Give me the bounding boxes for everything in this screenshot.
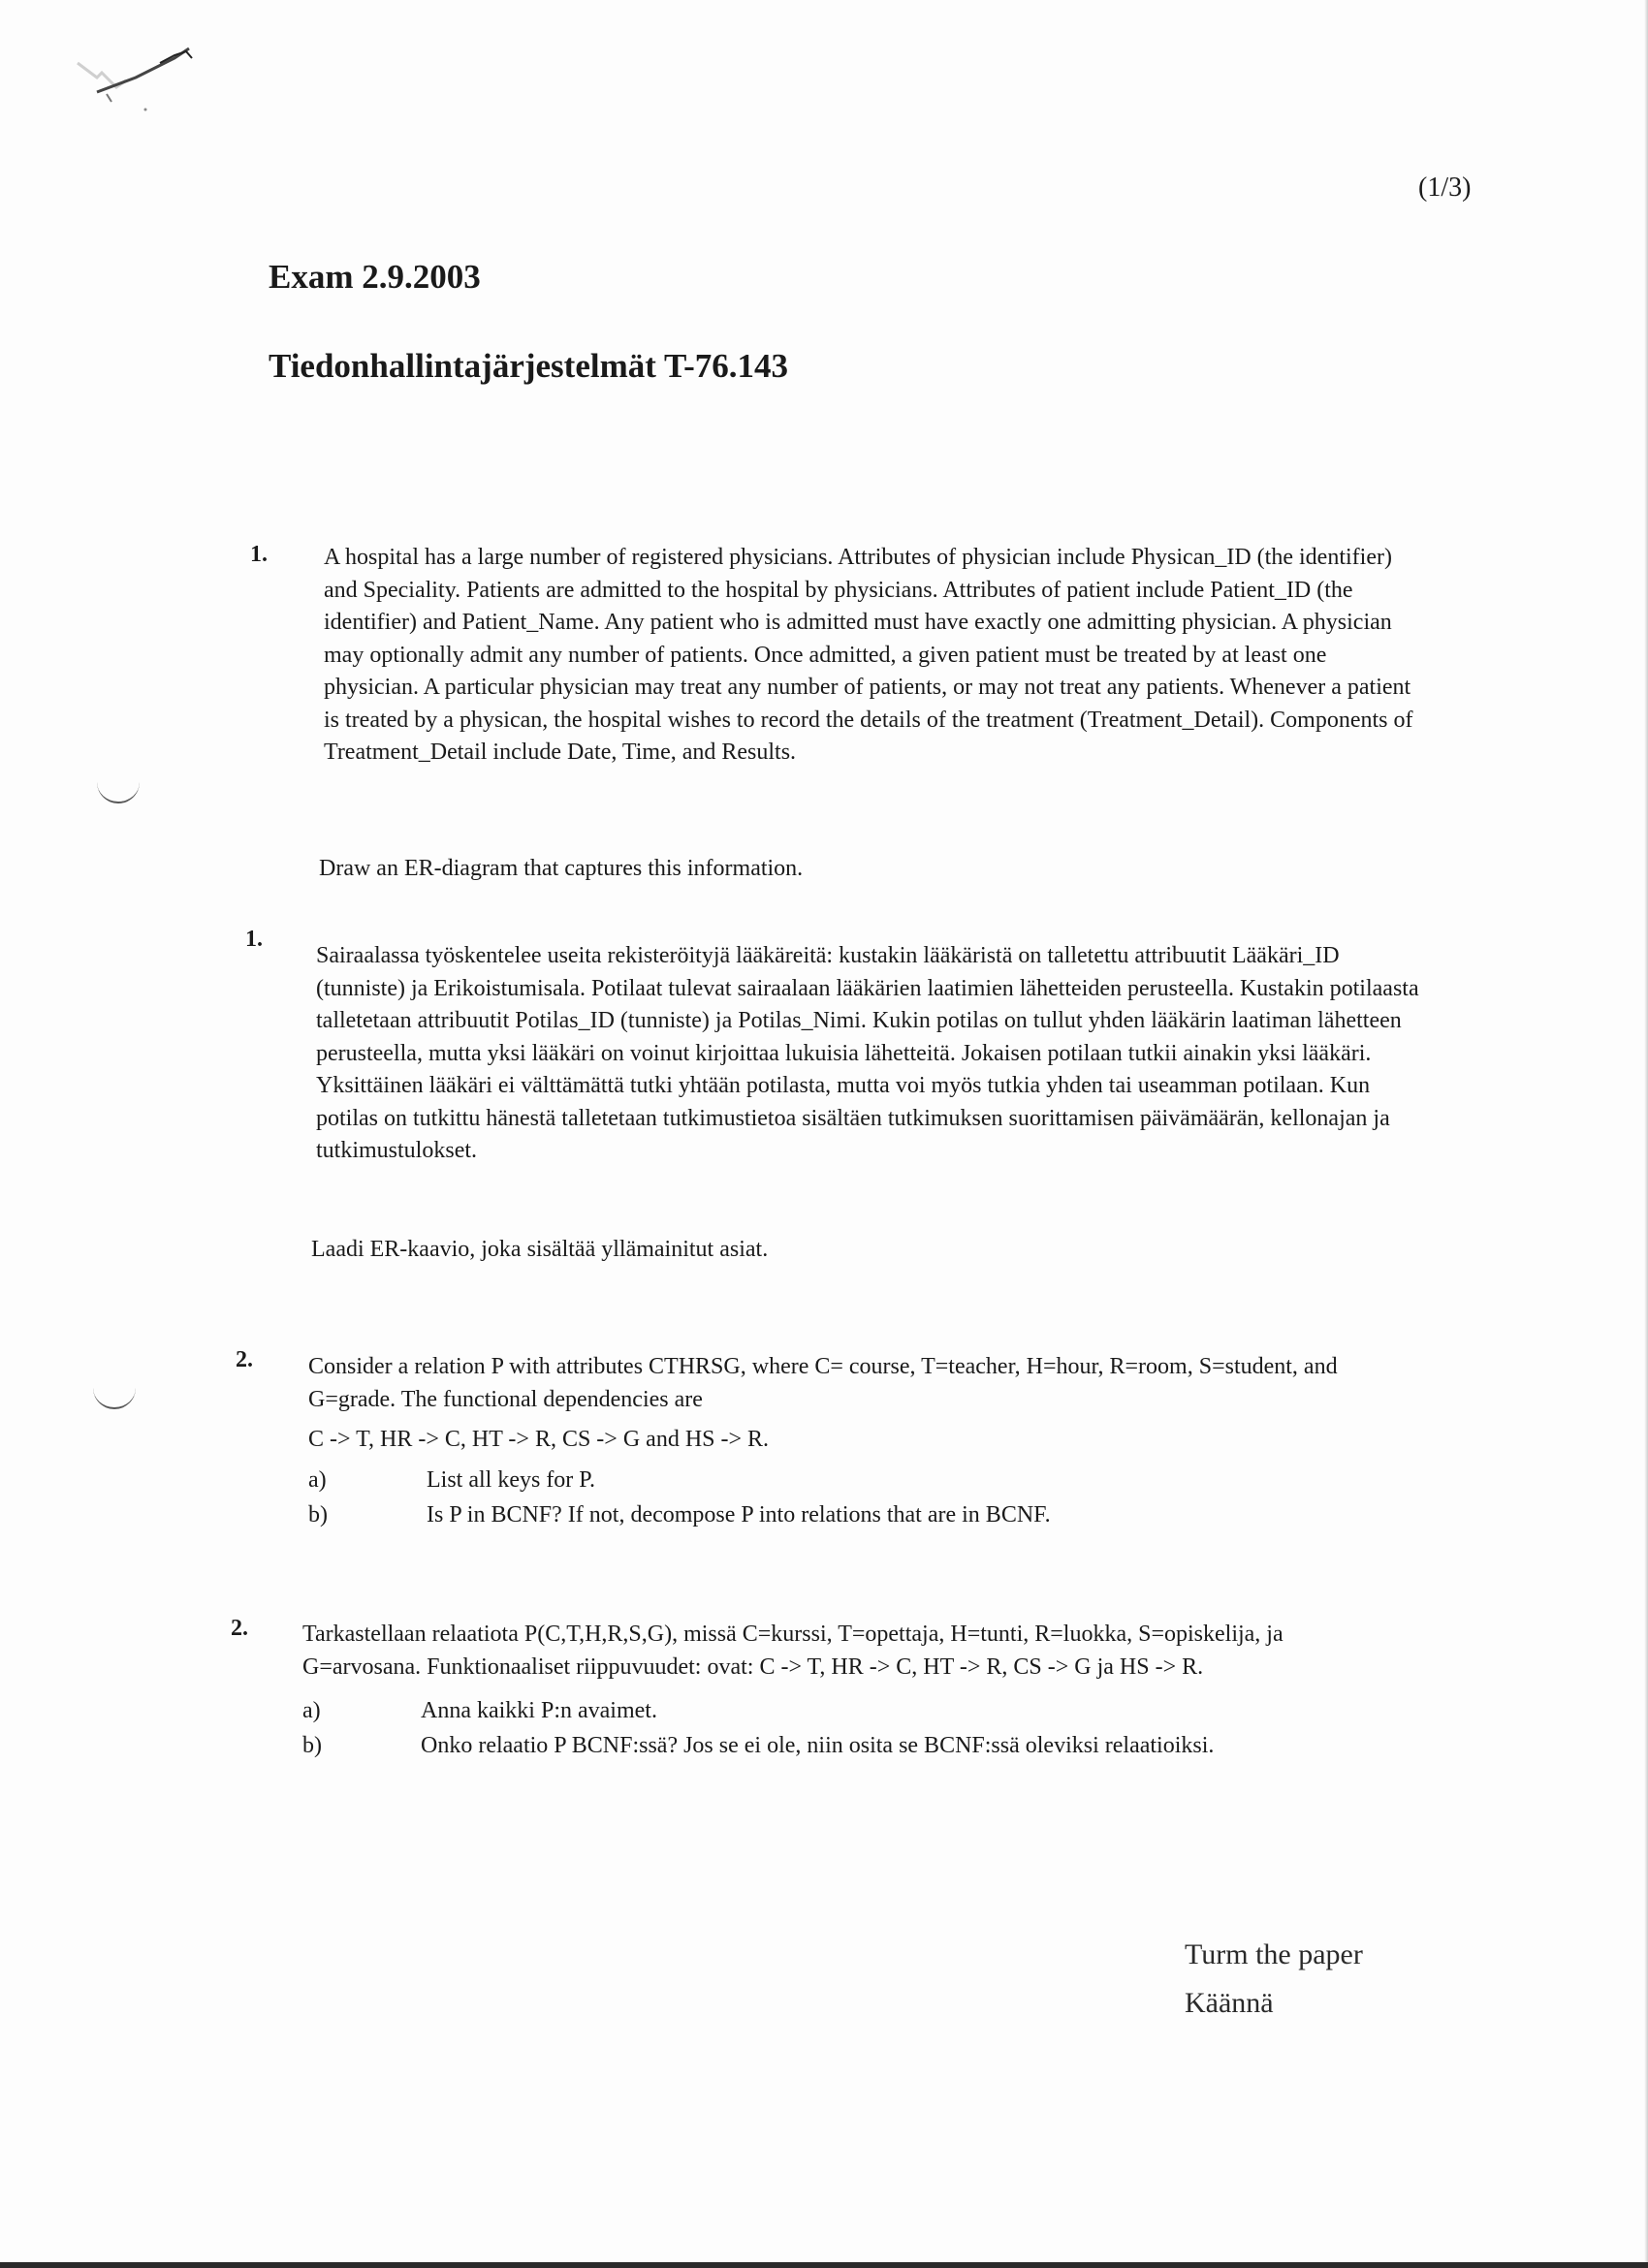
subquestion-text: Anna kaikki P:n avaimet. (421, 1698, 657, 1723)
question-text: Sairaalassa työskentelee useita rekisteröityjä lääkäreitä: kustakin lääkäristä on talletettu attribuutit Lääkäri_ID (tunniste) ja Erikoistumisala. Potilaat tulevat sairaalaan lääkärien laatimien lähetteiden perusteella. Kustakin potilaasta talletetaan attribuutit Potilas_ID (tunniste) ja Potilas_Nimi. Kukin potilas on tullut yhden lääkärin laatiman lähetteen perusteella, mutta yksi lääkäri on voinut kirjoittaa lukuisia lähetteitä. Jokaisen potilaan tutkii ainakin yksi lääkäri. Yksittäinen lääkäri ei välttämättä tutki yhtään potilasta, mutta voi myös tutkia yhden tai useamman potilaan. Kun potilas on tutkittu hänestä talletetaan tutkimustietoa sisältäen tutkimuksen suorittamisen päivämäärän, kellonajan ja tutkimustulokset. (316, 943, 1419, 1163)
turn-page-note-fi: Käännä (1185, 1987, 1274, 2019)
question-2-en (308, 1351, 1413, 1532)
subquestion-a (308, 1463, 1413, 1497)
punch-hole-icon (97, 780, 140, 803)
question-1-en (324, 542, 1424, 770)
subquestion-text: Onko relaatio P BCNF:ssä? Jos se ei ole, niin osita se BCNF:ssä oleviksi relaatioiksi. (421, 1733, 1215, 1758)
scan-edge-right (1644, 0, 1648, 2268)
staple-mark-icon (68, 34, 204, 111)
subquestion-label: a) (308, 1466, 327, 1493)
subquestion-b (308, 1497, 1413, 1532)
question-number: 2. (236, 1347, 253, 1372)
question-text: Tarkastellaan relaatiota P(C,T,H,R,S,G), missä C=kurssi, T=opettaja, H=tunti, R=luokka, S=opiskelija, ja G=arvosana. Funktionaaliset riippuvuudet: ovat: C -> T, HR -> C, HT -> R, CS -> G ja HS -> R. (302, 1622, 1284, 1680)
question-1-fi (316, 940, 1421, 1168)
subquestion-text: Is P in BCNF? If not, decompose P into relations that are in BCNF. (427, 1501, 1051, 1528)
subquestion-label: a) (302, 1698, 321, 1723)
subquestion-label: b) (302, 1733, 322, 1758)
question-instruction: Laadi ER-kaavio, joka sisältää yllämainitut asiat. (311, 1237, 769, 1262)
subquestion-a (302, 1693, 1369, 1728)
functional-dependencies: C -> T, HR -> C, HT -> R, CS -> G and HS -> R. (308, 1427, 770, 1452)
question-text: Consider a relation P with attributes CTHRSG, where C= course, T=teacher, H=hour, R=room, S=student, and G=grade. The functional dependencies are (308, 1354, 1338, 1412)
question-text: A hospital has a large number of registered physicians. Attributes of physician include Physican_ID (the identifier) and Speciality. Patients are admitted to the hospital by physicians. Attributes of patient include Patient_ID (the identifier) and Patient_Name. Any patient who is admitted must have exactly one admitting physician. A physician may optionally admit any number of patients. Once admitted, a given patient must be treated by at least one physician. A particular physician may treat any number of patients, or may not treat any patients. Whenever a patient is treated by a physican, the hospital wishes to record the details of the treatment (Treatment_Detail). Components of Treatment_Detail include Date, Time, and Results. (324, 545, 1413, 765)
question-number: 1. (250, 542, 268, 567)
scan-edge-bottom (0, 2262, 1648, 2268)
subquestion-label: b) (308, 1501, 328, 1528)
course-title: Tiedonhallintajärjestelmät T-76.143 (269, 347, 789, 385)
question-number: 1. (245, 927, 263, 952)
subquestion-b (302, 1728, 1369, 1763)
punch-hole-icon (93, 1386, 136, 1409)
question-2-fi (302, 1619, 1369, 1763)
question-number: 2. (231, 1616, 248, 1641)
page-number: (1/3) (1418, 173, 1472, 203)
subquestion-text: List all keys for P. (427, 1466, 595, 1493)
question-instruction: Draw an ER-diagram that captures this information. (319, 856, 804, 881)
turn-page-note: Turm the paper (1185, 1938, 1363, 1970)
exam-title: Exam 2.9.2003 (269, 258, 481, 296)
